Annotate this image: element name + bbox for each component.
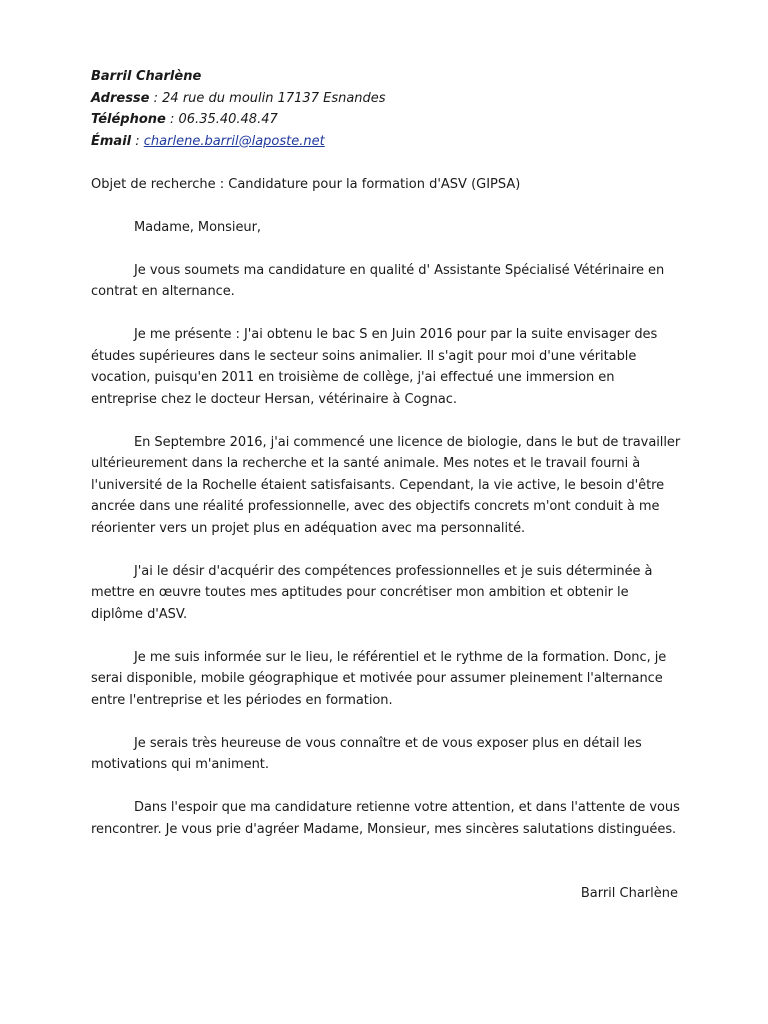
letter-page <box>91 66 681 905</box>
sender-name: Barril Charlène <box>91 69 202 84</box>
sender-phone-line <box>91 109 681 131</box>
paragraph-presentation: Je me présente : J'ai obtenu le bac S en Juin 2016 pour par la suite envisager des études supérieures dans le secteur soins animalier. Il s'agit pour moi d'une véritable vocation, puisqu'en 2011 en troisième de collège, j'ai effectué une immersion en entreprise chez le docteur Hersan, vétérinaire à Cognac. <box>91 327 658 407</box>
phone-value: 06.35.40.48.47 <box>178 112 278 127</box>
sender-address-line <box>91 88 681 110</box>
signature: Barril Charlène <box>580 886 678 901</box>
letter-subject: Objet de recherche : Candidature pour la formation d'ASV (GIPSA) <box>91 176 521 192</box>
paragraph-studies: En Septembre 2016, j'ai commencé une licence de biologie, dans le but de travailler ultérieurement dans la recherche et la santé animale. Mes notes et le travail fourni à l'université de la Rochelle étaient satisfaisants. Cependant, la vie active, le besoin d'être ancrée dans une réalité professionnelle, avec des objectifs concrets m'ont conduit à me réorienter vers un projet plus en adéquation avec ma personnalité. <box>91 434 681 536</box>
paragraph-availability: Je me suis informée sur le lieu, le référentiel et le rythme de la formation. Donc, je serai disponible, mobile géographique et motivée pour assumer pleinement l'alternance entre l'entreprise et les périodes en formation. <box>91 649 667 708</box>
paragraph-candidature: Je vous soumets ma candidature en qualité d' Assistante Spécialisé Vétérinaire en contrat en alternance. <box>91 262 665 299</box>
paragraph-meeting: Je serais très heureuse de vous connaître et de vous exposer plus en détail les motivations qui m'animent. <box>91 735 642 772</box>
salutation: Madame, Monsieur, <box>134 219 261 235</box>
paragraph-closing: Dans l'espoir que ma candidature retienne votre attention, et dans l'attente de vous rencontrer. Je vous prie d'agréer Madame, Monsieur, mes sincères salutations distinguées. <box>91 800 680 837</box>
email-separator: : <box>131 133 144 149</box>
email-label: Émail <box>91 133 132 149</box>
sender-email-line <box>91 131 681 153</box>
email-link[interactable]: charlene.barril@laposte.net <box>143 133 325 149</box>
phone-label: Téléphone <box>91 112 166 127</box>
paragraph-motivation: J'ai le désir d'acquérir des compétences professionnelles et je suis déterminée à mettre en œuvre toutes mes aptitudes pour concrétiser mon ambition et obtenir le diplôme d'ASV. <box>91 563 653 622</box>
address-label: Adresse <box>91 90 150 106</box>
sender-block <box>91 66 681 152</box>
address-value: 24 rue du moulin 17137 Esnandes <box>162 90 386 106</box>
phone-separator: : <box>165 112 179 127</box>
address-separator: : <box>149 90 163 106</box>
